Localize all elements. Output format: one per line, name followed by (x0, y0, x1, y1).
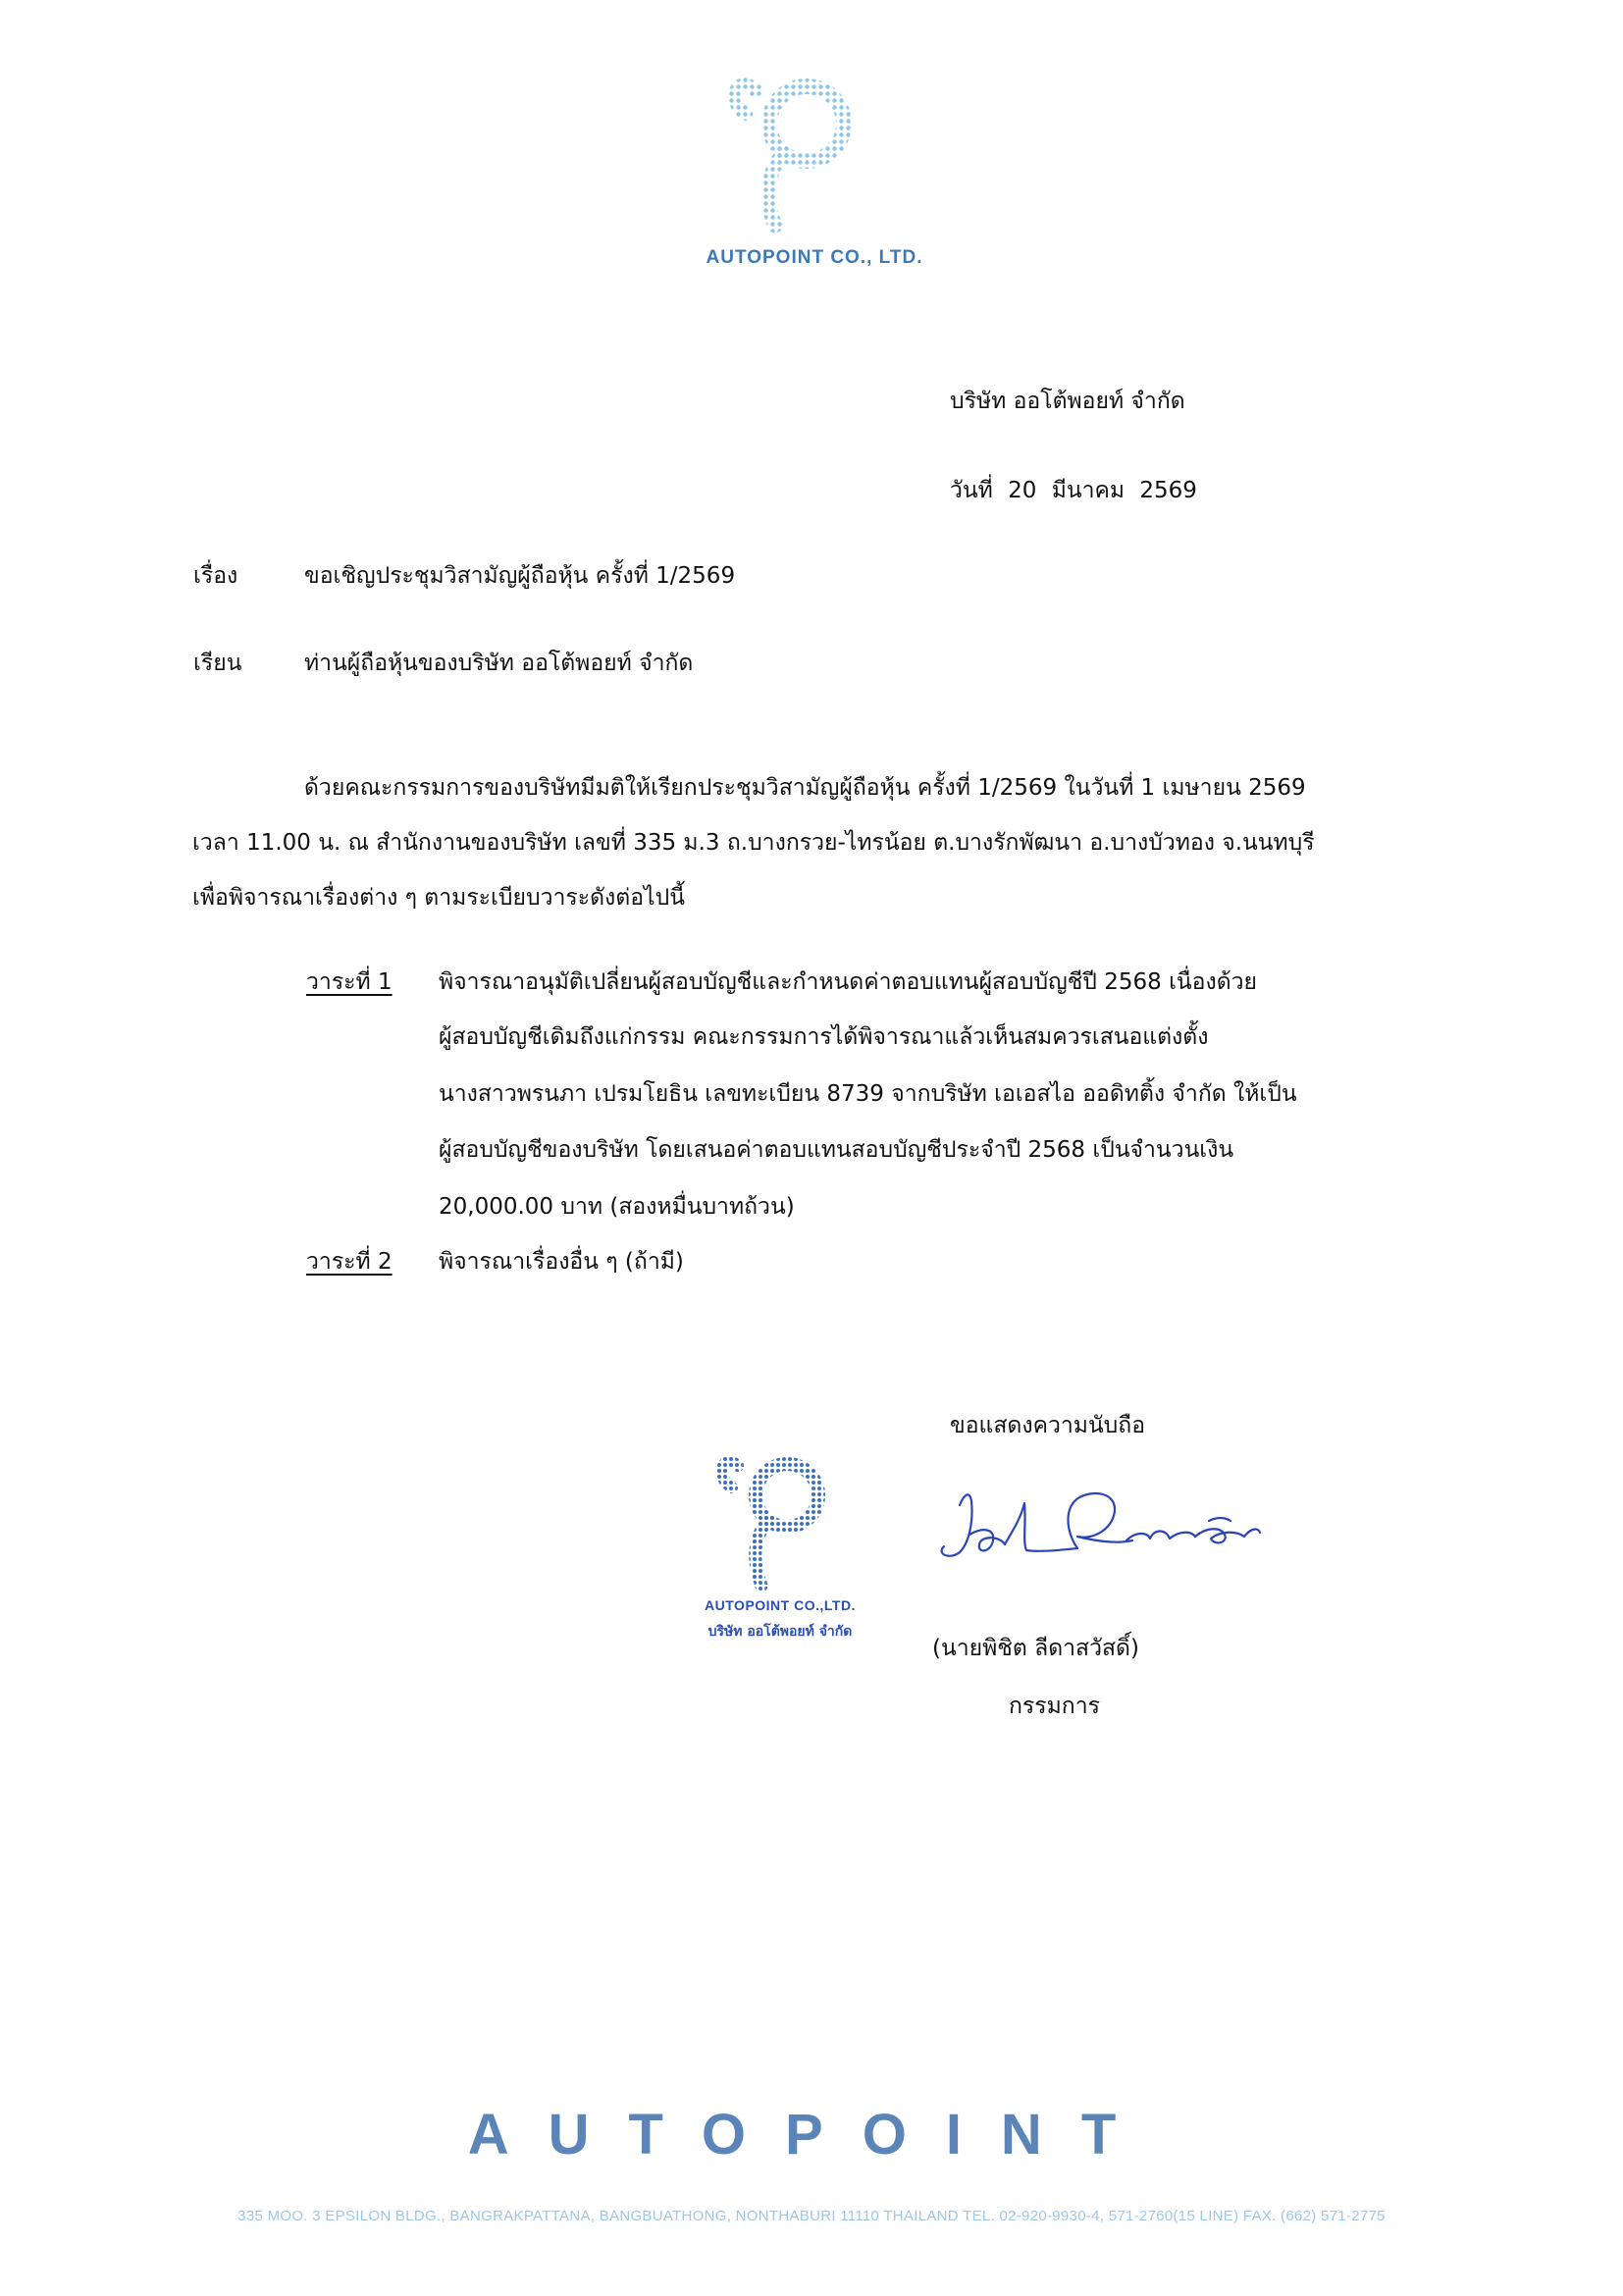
agenda-line: ผู้สอบบัญชีเดิมถึงแก่กรรม คณะกรรมการได้พิจารณาแล้วเห็นสมควรเสนอแต่งตั้ง (439, 1024, 1209, 1050)
recipient-label: เรียน (193, 651, 242, 676)
letter-date: วันที่ 20 มีนาคม 2569 (950, 478, 1197, 503)
agenda-label: วาระที่ 1 (306, 969, 393, 995)
company-name-header: AUTOPOINT CO., LTD. (706, 247, 923, 268)
closing-salutation: ขอแสดงความนับถือ (950, 1413, 1146, 1438)
agenda-label: วาระที่ 2 (306, 1249, 393, 1275)
footer-brand: AUTOPOINT (467, 2103, 1156, 2166)
body-line: เพื่อพิจารณาเรื่องต่าง ๆ ตามระเบียบวาระดังต่อไปนี้ (192, 885, 685, 911)
handwritten-signature (930, 1472, 1283, 1590)
agenda-line: นางสาวพรนภา เปรมโยธิน เลขทะเบียน 8739 จากบริษัท เอเอสไอ ออดิทติ้ง จำกัด ให้เป็น (439, 1081, 1297, 1107)
agenda-line: 20,000.00 บาท (สองหมื่นบาทถ้วน) (439, 1194, 795, 1220)
subject-label: เรื่อง (193, 563, 238, 589)
agenda-line: พิจารณาเรื่องอื่น ๆ (ถ้ามี) (439, 1249, 684, 1275)
agenda-line: ผู้สอบบัญชีของบริษัท โดยเสนอค่าตอบแทนสอบบัญชีประจำปี 2568 เป็นจำนวนเงิน (439, 1137, 1234, 1163)
stamp-company-en: AUTOPOINT CO.,LTD. (705, 1597, 856, 1613)
footer-address: 335 MOO. 3 EPSILON BLDG., BANGRAKPATTANA, BANGBUATHONG, NONTHABURI 11110 THAILAND TEL. 02-920-9930-4, 571-2760(15 LINE) FAX. (662) 571-2775 (237, 2208, 1386, 2224)
signer-title: กรรมการ (1009, 1694, 1100, 1719)
body-line: เวลา 11.00 น. ณ สำนักงานของบริษัท เลขที่ 335 ม.3 ถ.บางกรวย-ไทรน้อย ต.บางรักพัฒนา อ.บางบัวทอง จ.นนทบุรี (192, 830, 1315, 856)
sender-company: บริษัท ออโต้พอยท์ จำกัด (950, 389, 1185, 414)
company-logo (728, 63, 865, 235)
company-stamp-logo (716, 1444, 844, 1592)
stamp-company-th: บริษัท ออโต้พอยท์ จำกัด (707, 1624, 853, 1640)
body-line: ด้วยคณะกรรมการของบริษัทมีมติให้เรียกประชุมวิสามัญผู้ถือหุ้น ครั้งที่ 1/2569 ในวันที่ 1 เมษายน 2569 (304, 775, 1306, 801)
recipient-text: ท่านผู้ถือหุ้นของบริษัท ออโต้พอยท์ จำกัด (304, 651, 694, 676)
subject-text: ขอเชิญประชุมวิสามัญผู้ถือหุ้น ครั้งที่ 1/2569 (304, 563, 736, 589)
agenda-line: พิจารณาอนุมัติเปลี่ยนผู้สอบบัญชีและกำหนดค่าตอบแทนผู้สอบบัญชีปี 2568 เนื่องด้วย (439, 969, 1258, 995)
signer-name: (นายพิชิต ลีดาสวัสดิ์) (932, 1636, 1139, 1661)
